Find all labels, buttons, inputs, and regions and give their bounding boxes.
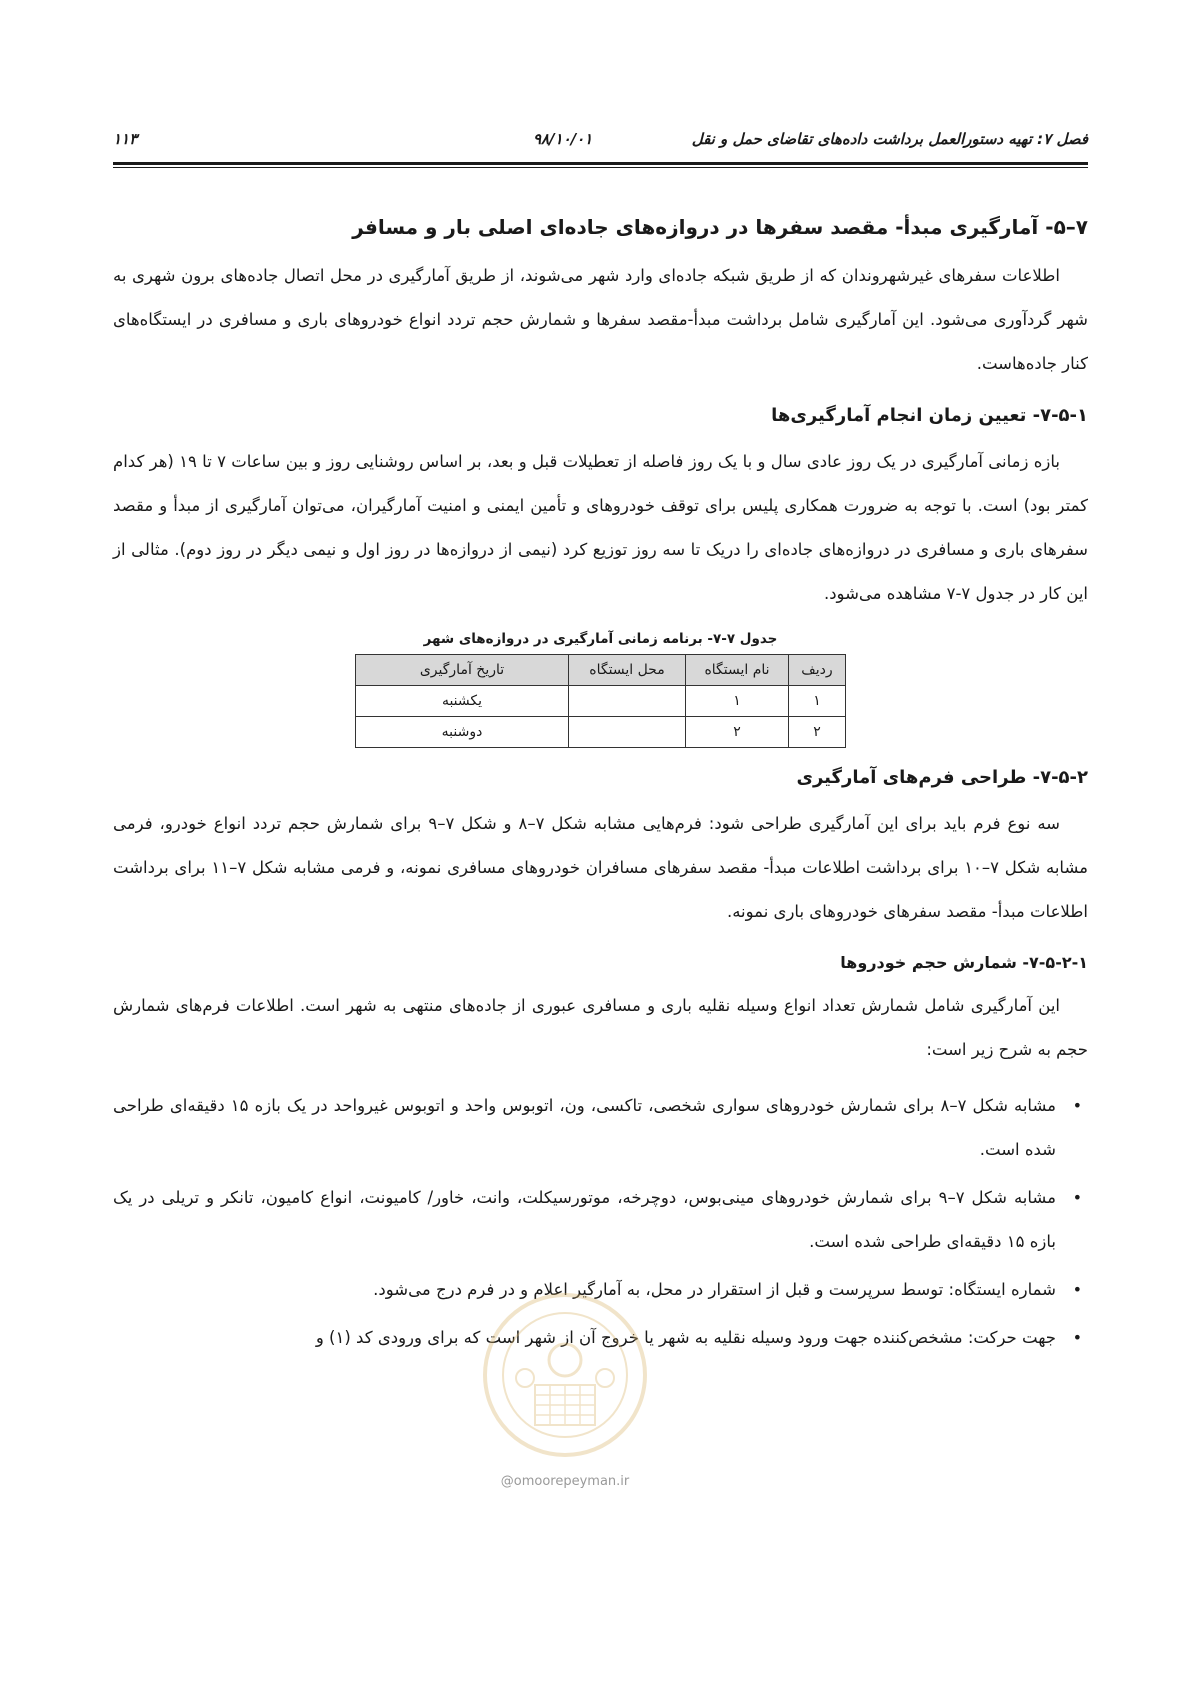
subsubsection-heading-counts: ۷-۵-۲-۱- شمارش حجم خودروها: [840, 953, 1088, 972]
chapter-title: فصل ۷: تهیه دستورالعمل برداشت داده‌های تقاضای حمل و نقل: [691, 130, 1088, 148]
bullet-icon: •: [1072, 1280, 1082, 1299]
table-cell: یکشنبه: [356, 686, 569, 717]
watermark-logo-icon: [480, 1290, 650, 1460]
list-item: [113, 1176, 1082, 1264]
table-cell: ۲: [789, 717, 846, 748]
subsubsection-text-counts: این آمارگیری شامل شمارش تعداد انواع وسیله نقلیه باری و مسافری عبوری از جاده‌های منتهی به شهر است. اطلاعات فرم‌های شمارش حجم به شرح زیر است:: [113, 996, 1088, 1059]
bullet-icon: •: [1072, 1328, 1082, 1347]
list-item-text: جهت حرکت: مشخص‌کننده جهت ورود وسیله نقلیه به شهر یا خروج آن از شهر است که برای ورودی کد (۱) و: [315, 1328, 1056, 1347]
schedule-table: [355, 654, 846, 748]
list-item: [113, 1084, 1082, 1172]
table-cell: ۱: [789, 686, 846, 717]
table-caption: جدول ۷-۷- برنامه زمانی آمارگیری در دروازه‌های شهر: [423, 631, 778, 647]
table-header-cell: نام ایستگاه: [686, 655, 789, 686]
subsection-heading-timing: ۷-۵-۱- تعیین زمان انجام آمارگیری‌ها: [771, 405, 1088, 426]
header-date: ۹۸/۱۰/۰۱: [533, 130, 593, 148]
table-row: [356, 717, 846, 748]
section-heading: ۷–۵- آمارگیری مبدأ- مقصد سفرها در دروازه‌های جاده‌ای اصلی بار و مسافر: [352, 215, 1088, 239]
page-number: ۱۱۳: [113, 130, 138, 148]
list-item-text: مشابه شکل ۷–۸ برای شمارش خودروهای سواری شخصی، تاکسی، ون، اتوبوس واحد و اتوبوس غیرواحد در یک بازه ۱۵ دقیقه‌ای طراحی شده است.: [113, 1096, 1057, 1159]
table-header-cell: محل ایستگاه: [569, 655, 686, 686]
subsection-text-timing: بازه زمانی آمارگیری در یک روز عادی سال و با یک روز فاصله از تعطیلات قبل و بعد، بر اساس روشنایی روز و بین ساعات ۷ تا ۱۹ (هر کدام کمتر بود) است. با توجه به ضرورت همکاری پلیس برای توقف خودروهای و تأمین ایمنی و امنیت آمارگیران، می‌توان آمارگیری از مبدأ و مقصد سفرهای باری و مسافری در دروازه‌های جاده‌ای را دریک تا سه روز توزیع کرد (نیمی از دروازه‌ها در روز اول و نیمی دیگر در روز دوم). مثالی از این کار در جدول ۷-۷ مشاهده می‌شود.: [113, 452, 1088, 603]
bullet-icon: •: [1072, 1188, 1082, 1207]
table-header-cell: تاریخ آمارگیری: [356, 655, 569, 686]
header-rule-thick: [113, 162, 1088, 165]
section-intro: اطلاعات سفرهای غیرشهروندان که از طریق شبکه جاده‌ای وارد شهر می‌شوند، از طریق آمارگیری در محل اتصال جاده‌های برون شهری به شهر گردآوری می‌شود. این آمارگیری شامل برداشت مبدأ-مقصد سفرها و شمارش حجم تردد انواع خودروهای باری و مسافری در ایستگاه‌های کنار جاده‌هاست.: [113, 266, 1088, 373]
table-cell: [569, 686, 686, 717]
table-header-row: [356, 655, 846, 686]
subsection-text-forms: سه نوع فرم باید برای این آمارگیری طراحی شود: فرم‌هایی مشابه شکل ۷–۸ و شکل ۷–۹ برای شمارش حجم تردد انواع خودرو، فرمی مشابه شکل ۷–۱۰ برای برداشت اطلاعات مبدأ- مقصد سفرهای مسافران خودروهای مسافری نمونه، و فرمی مشابه شکل ۷–۱۱ برای برداشت اطلاعات مبدأ- مقصد سفرهای خودروهای باری نمونه.: [113, 814, 1088, 921]
list-item-text: مشابه شکل ۷–۹ برای شمارش خودروهای مینی‌بوس، دوچرخه، موتورسیکلت، وانت، خاور/ کامیونت، انواع کامیون، تانکر و تریلی در یک بازه ۱۵ دقیقه‌ای طراحی شده است.: [113, 1188, 1056, 1251]
table-cell: دوشنبه: [356, 717, 569, 748]
subsection-heading-forms: ۷-۵-۲- طراحی فرم‌های آمارگیری: [796, 767, 1088, 788]
bullet-icon: •: [1072, 1096, 1082, 1115]
table-cell: ۲: [686, 717, 789, 748]
document-body: [113, 210, 1088, 1364]
table-header-cell: ردیف: [789, 655, 846, 686]
list-item-text: شماره ایستگاه: توسط سرپرست و قبل از استقرار در محل، به آمارگیر اعلام و در فرم درج می‌شود.: [373, 1280, 1056, 1299]
header-rule-thin: [113, 167, 1088, 168]
running-header: [113, 130, 1088, 156]
watermark-text: @omoorepeyman.ir: [500, 1474, 630, 1489]
table-cell: ۱: [686, 686, 789, 717]
table-cell: [569, 717, 686, 748]
table-row: [356, 686, 846, 717]
